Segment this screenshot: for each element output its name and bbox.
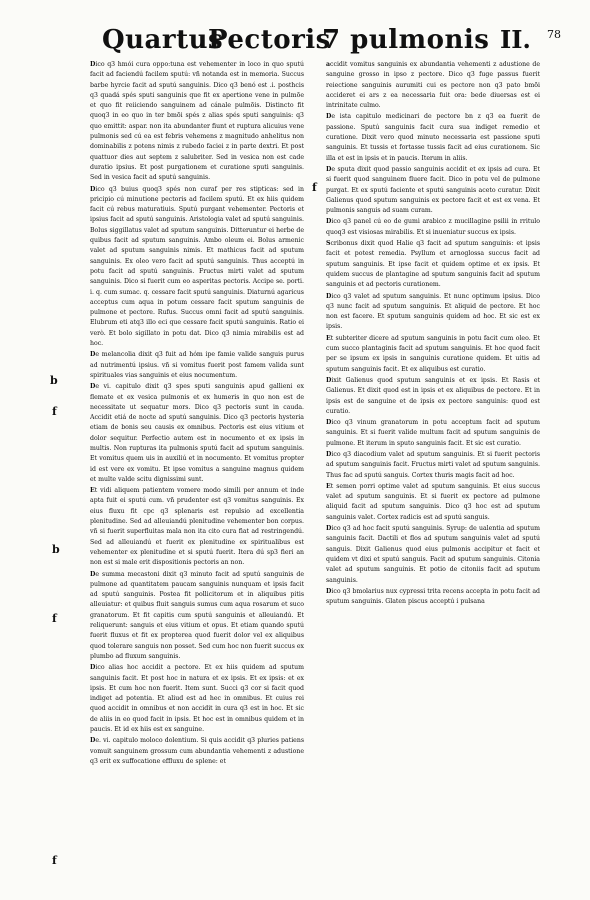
paragraph: De ista capitulo medicinari de pectore bn z q3 ea fuerit de passione. Sputú sanguinis facit cura sua indiget remedio et curatione. Dixit vero quod minuto necessaria est passione sputi sanguinis. Et tussis et fortasse tussis facit ad eius curationem. Sic illa et est in ipsis et in paucis. Iterum in aliis. [326,113,540,162]
left-text-column [90,60,304,860]
paragraph: Dico q3 vinum granatorum in potu acceptum facit ad sputum sanguinis. Et si fuerit valide multum facit ad sputum sanguinis de pulmone. Et iterum in sputo sanguinis facit. Et sic est curatio. [326,419,540,447]
paragraph: Dico alias hoc accidit a pectore. Et ex hiis quidem ad sputum sanguinis facit. Et post hoc in natura et ex ipsis. Et ex ipsis: et ex ipsis. Et cum hoc non fuerit. Item sunt. Succi q3 cor si facit quod indiget ad potentia. Et aliud est ad hec in omnibus. Et cuius rei quod accidit in omnibus et non accidit in cura q3 est in hoc. Et sic de aliis in eo quod facit in ipsis. Et hoc est in omnibus quidem et in paucis. Et id ex hiis est ex sanguine. [90,664,304,733]
paragraph: De summa mecastoni dixit q3 minuto facit ad sputú sanguinis de pulmone ad quantitatem paucam sanguinis nunquam et ipsis facit ad sputú sanguinis. Postea fit pollicitorum et in aliquibus pitis alleuiatur: et quibus fluit sanguis sumus cum aqua rosarum et suco granatorum. Et fit capitis cum sputú sanguinis et alleuiandú. Et reliquerunt: sanguis et eius vitium et opus. Et etiam quando sputú fuerit fluxus et fit ex propterea quod fuerit dolor vel ex aliquibus quod tolerare sanguis non posset. Sed cum hoc non fuerit succus ex plumbo ad fluxum sanguinis. [90,570,304,660]
paragraph: Dico q3 buius quoq3 spés non curaf per res stipticas: sed in pricipio cú minutione pectoris ad facilem sputú. Et ex hiis quidem facit cú rebus maturatiuis. Sputú purgant vehementer. Pectoris et ipsius facit ad sputú sanguinis. Aristologia valet ad sputú sanguinis. Bolus siggillatus valet ad sputum sanguinis. Ditteruntur ei herbe de quibus facit ad sputum sanguinis. Ambo oleum ei. Bolus armenic valet ad sputum sanguinis nimis. Et mathicus facit ad sputum sanguinis. Ex oleo vero facit ad sputú sanguinis. Thus acceptú in potu facit ad sputú sanguinis. Fructus mirti valet ad sputum sanguinis. Dico si fuerit cum eo asperitas pectoris. Accipe se. porti. i. q. cum sumac. q. cessare facit sputú sanguinis. Diaturnú agaricus acceptus cum aqua in potum cessare facit sputum sanguinis de pulmone et pectore. Rufus. Succus omni facit ad sputú sanguinis. Elubrum eti atq3 illo eci que cessare facit sputú sanguinis. Ratio ei verò. Et bolo sigillato in potu dat. Dico q3 nimia mirabilis est ad hoc. [90,185,304,348]
paragraph: Et vidi aliquem patientem vomere modo simili per annum et inde apta fuit ei sputú cum. vñ prudenter est q3 vomitus sanguinis. Ex eius fluxu fit cpc q3 splenaris est repulsio ad excellentia plenitudine. Sed ad alleuiandú plenitudine vehementer bon corpus. vñ si fuerit superfluitas mala non ita cito cura fiat ad restringendú. Sed ad alleuiandú et fuerit ex plenitudine ex spiritualibus est vehementer ex plenitudine et si sputú fuerit. Itera dú sp3 fieri an non est si male erit dispositionis pectoris an non. [90,487,304,567]
paragraph: Dico q3 hmói cura oppo:tuna est vehementer in loco in quo sputú facit ad faciendú facilem sputú: vñ notanda est in memoria. Succus barbe hyrcie facit ad sputú sanguinis. Dico q3 benó est .i. posthcis q3 quadá spés sputi sanguinis que fit ex apertione vene in pulmõe et quo fit reiiciendo sanguinem ad cánale pulmõis. Distincto fit quoq3 in eo quo in ter bmõi spés z alias spés sputi sanguinis: q3 quo emittit: aspar. non ita abundanter fiunt et ruptura alicuius vene pulmonis sed cú ea est febris vehemens z magnitudo anhelitus non dominabilis z potens nimis z rubedo faciei z in parte dextri. Et post quattuor dies aut septem z salubriter. Sed in vesica non est cade duratio ipsius. Et post purgationem et curatione sputi sanguinis. Sed in vesica facit ad sputú sanguinis. [90,61,304,182]
folio-number: 78 [547,28,561,41]
margin-mark-f: f [312,181,317,194]
paragraph: Dico q3 bmolarius nux cypressi trita recens accepta in potu facit ad sputum sanguinis. Glaten piscus acceptú i pulsana [326,587,540,606]
paragraph: Dico q3 panel cú eo de gumi arabico z mucillagine psilii in rritulo quoq3 est visiosas mirabilis. Et si inueniatur succus ex ipsis. [326,218,540,236]
page-header [100,22,560,62]
paragraph: De melancolia dixit q3 fuit ad hóm ipe famie valide sanguis purus ad nutrimentú ipsius. vñ si vomitus fuerit post famem valida sunt spirituales vias sanguinis et eius nocumentum. [90,351,304,379]
paragraph: Dico q3 valet ad sputum sanguinis. Et nunc optimum ipsius. Dico q3 nunc facit ad sputum sanguinis. Et aliquid de pectore. Et hoc non est facere. Et sputum sanguinis quidem ad hoc. Et sic est ex ipsis. [326,292,540,331]
paragraph: Et semen porri optime valet ad sputum sanguinis. Et eius succus valet ad sputum sanguinis. Et si fuerit ex pectore ad pulmone aliquid facit ad sputum sanguinis. Dico q3 hoc est ad sputum sanguinis valet. Cortex radicis est ad sputú sanguis. [326,482,540,521]
paragraph: Dico q3 ad hoc facit sputú sanguinis. Syrup: de ualentia ad sputum sanguinis facit. Dactili et flos ad sputum sanguinis valet ad sputú sanguis. Dixit Galienus quod eius pulmonis accipitur et facit et quidem vt dixi et sputú sanguis. Facit ad sputum sanguinis. Citonia valet ad sputum sanguinis. Et potio de citoniis facit ad sputum sanguinis. [326,525,540,584]
margin-mark-b: b [50,374,58,387]
paragraph: De. vi. capitulo moloco dolentium. Si quis accidit q3 pluries patiens vomuit sanguinem grossum cum abundantia vehementi z adustione q3 erit ex suffocatione effluxu de splene: et [90,737,304,765]
header-word-quartus: Quartus [102,25,224,55]
header-chapter-number: II. [500,25,531,54]
header-word-pulmonis: 7 pulmonis [322,25,490,55]
paragraph: Dico q3 diacodium valet ad sputum sanguinis. Et si fuerit pectoris ad sputum sanguinis facit. Fructus mirti valet ad sputum sanguinis. Thus fac ad sputú sanguis. Cortex thuris magis facit ad hoc. [326,450,540,479]
paragraph: Et subteriter dicere ad sputum sanguinis in potu facit cum oleo. Et cum succo plantaginis facit ad sputum sanguinis. Et hoc quod facit per se ipsum ex ipsis in sanguinis curatione quidem. Et uitis ad sputum sanguinis facit. Et ex aliquibus est curatio. [326,334,540,373]
paragraph: Dixit Galienus quod sputum sanguinis et ex ipsis. Et Rasis et Galienus. Et dixit quod est in ipsis et ex aliquibus de pectore. Et in ipsis est de sanguine et de ipsis ex pectore sanguinis: quod est curatio. [326,376,540,415]
paragraph: Scribonus dixit quod Halie q3 facit ad sputum sanguinis: et ipsis facit et potest remedia. Psyllum et arnoglossa succus facit ad sputum sanguinis. Et ipse facit et quidem optime et ex ipsis. Et quidem succus de plantagine ad sputum sanguinis facit ad sputum sanguinis et ad pectoris curationem. [326,240,540,289]
paragraph: accidit vomitus sanguinis ex abundantia vehementi z adustione de sanguine grosso in ipso z pectore. Dico q3 fuge passus fuerit reiectione sanguinis aurumiti cui es pectore non q3 pato bmõi accideret ei ars z ea necessaria fuit ora: bede diuersas est ei intrinitate culmo. [326,61,540,110]
margin-mark-f: f [52,405,57,418]
paragraph: De sputa dixit quod passio sanguinis accidit et ex ipsis ad cura. Et si fuerit quod sanguinem fluere facit. Dico in potu vel de pulmone purgat. Et ex sputú faciente et sputú sanguinis aceto curatur. Dixit Galienus quod sputum sanguinis ex pectore facit et est ex vena. Et pulmonis sanguis ad suam curam. [326,165,540,215]
paragraph: De vi. capitulo dixit q3 spes sputi sanguinis apud gallieni ex flemate et ex vesica pulmonis et ex humeris in quo non est de necessitate ut sequatur mors. Dico q3 pectoris sunt in cauda. Accidit etiá de nocte ad sputú sanguinis. Dico q3 pectoris hysteria etiam de bonis seu causis ex omnibus. Pectoris est eius vitium et dolor sequitur. Perfectio autem est in nocumento et ex ipsis in multis. Non rupturas ita pulmonis sputú facit ad sputum sanguinis. Et vomitus quem uis in auxiliú et in nocumento. Et vomitus propter id est vere ex vomitu. Et ipse vomitus a sanguine magnus quidem et multe valde scitu dignissimi sunt. [90,383,304,483]
margin-mark-f: f [52,854,57,867]
margin-mark-b: b [52,543,60,556]
margin-mark-f: f [52,612,57,625]
right-text-column [326,60,540,866]
header-word-pectoris: Pectoris [208,25,331,55]
